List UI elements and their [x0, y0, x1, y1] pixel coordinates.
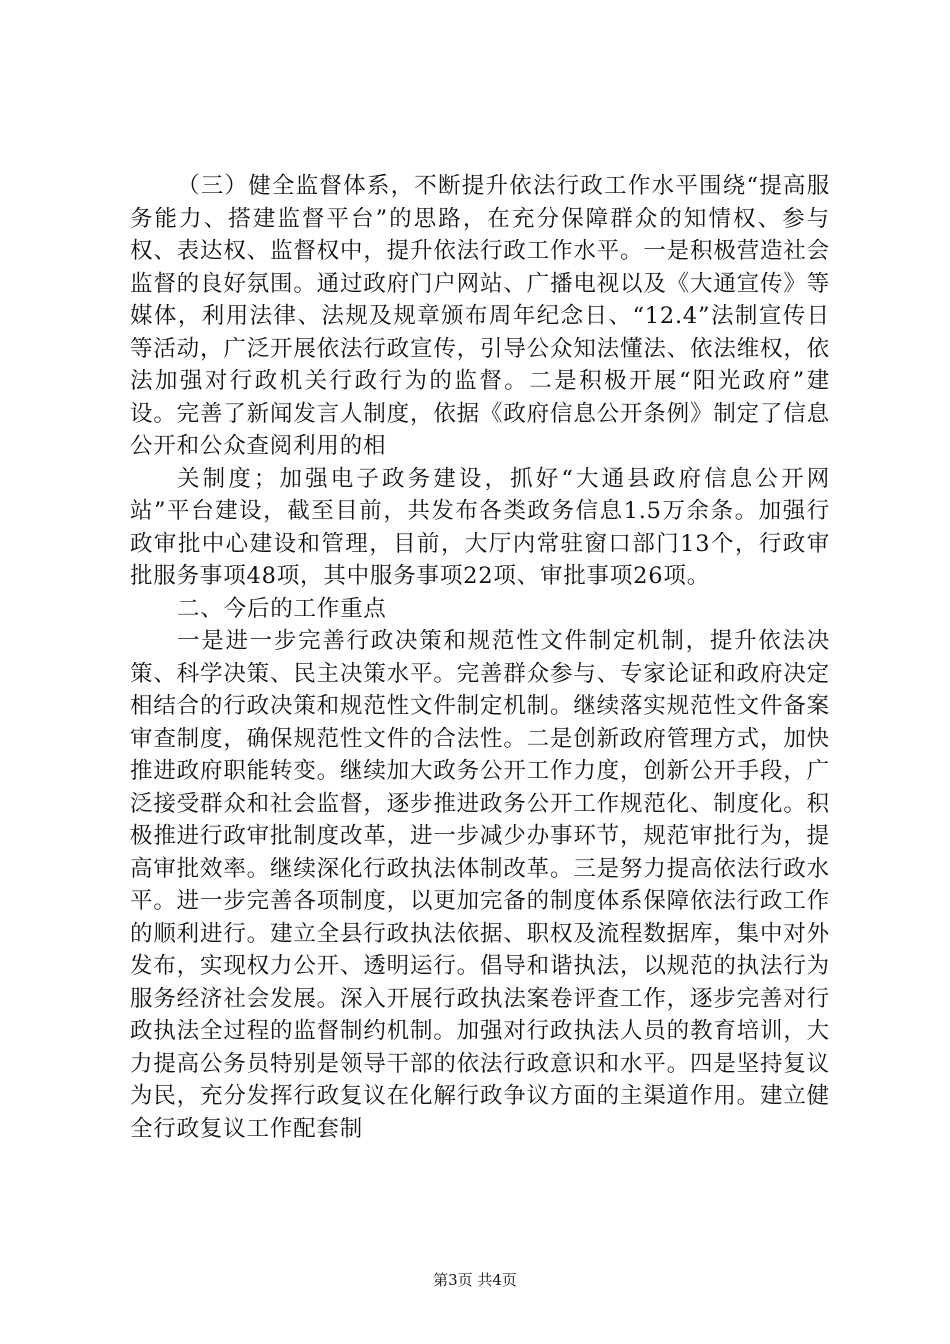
- page-footer: 第3页 共4页: [433, 1271, 517, 1289]
- paragraph-supervision-system: （三）健全监督体系，不断提升依法行政工作水平围绕“提高服务能力、搭建监督平台”的思路，在充分保障群众的知情权、参与权、表达权、监督权中，提升依法行政工作水平。一是积极营造社会监督的良好氛围。通过政府门户网站、广播电视以及《大通宣传》等媒体，利用法律、法规及规章颁布周年纪念日、“12.4”法制宣传日等活动，广泛开展依法行政宣传，引导公众知法懂法、依法维权，依法加强对行政机关行政行为的监督。二是积极开展“阳光政府”建设。完善了新闻发言人制度，依据《政府信息公开条例》制定了信息公开和公众查阅利用的相: [130, 173, 830, 459]
- paragraph-continuation: 关制度；加强电子政务建设，抓好“大通县政府信息公开网站”平台建设，截至目前，共发布各类政务信息1.5万余条。加强行政审批中心建设和管理，目前，大厅内常驻窗口部门13个，行政审批服务事项48项，其中服务事项22项、审批事项26项。: [130, 465, 830, 589]
- paragraph-future-work: 一是进一步完善行政决策和规范性文件制定机制，提升依法决策、科学决策、民主决策水平。完善群众参与、专家论证和政府决定相结合的行政决策和规范性文件制定机制。继续落实规范性文件备案审查制度，确保规范性文件的合法性。二是创新政府管理方式，加快推进政府职能转变。继续加大政务公开工作力度，创新公开手段，广泛接受群众和社会监督，逐步推进政务公开工作规范化、制度化。积极推进行政审批制度改革，进一步减少办事环节，规范审批行为，提高审批效率。继续深化行政执法体制改革。三是努力提高依法行政水平。进一步完善各项制度，以更加完备的制度体系保障依法行政工作的顺利进行。建立全县行政执法依据、职权及流程数据库，集中对外发布，实现权力公开、透明运行。倡导和谐执法，以规范的执法行为服务经济社会发展。深入开展行政执法案卷评查工作，逐步完善对行政执法全过程的监督制约机制。加强对行政执法人员的教育培训，大力提高公务员特别是领导干部的依法行政意识和水平。四是坚持复议为民，充分发挥行政复议在化解行政争议方面的主渠道作用。建立健全行政复议工作配套制: [130, 628, 830, 1142]
- document-body: [130, 170, 830, 1145]
- section-heading-future-work: 二、今后的工作重点: [177, 595, 387, 622]
